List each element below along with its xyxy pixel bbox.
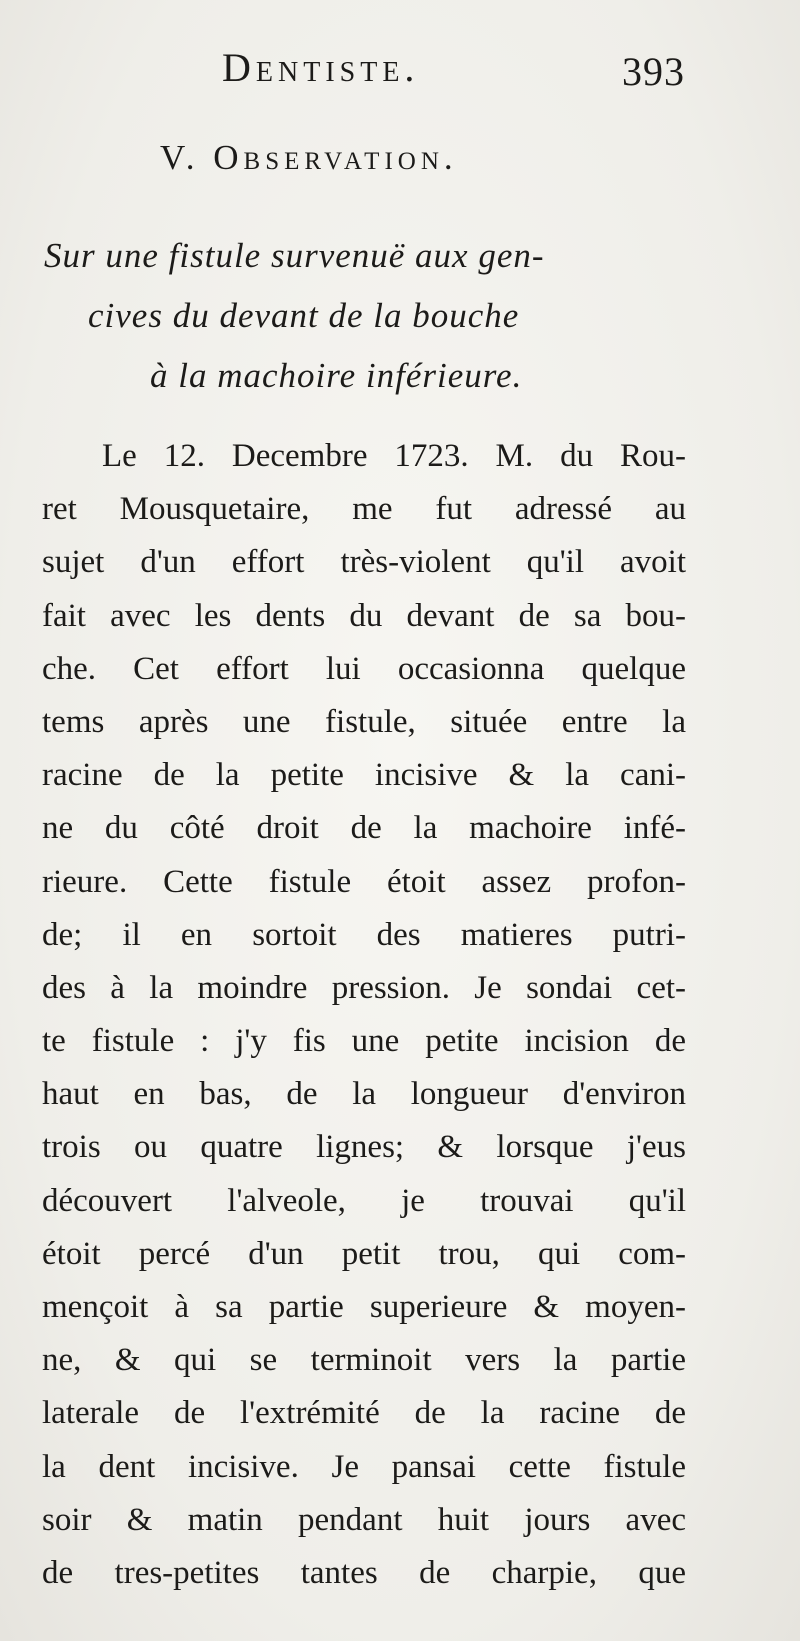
body-line: haut en bas, de la longueur d'environ xyxy=(42,1076,686,1113)
body-line: la dent incisive. Je pansai cette fistule xyxy=(42,1448,686,1485)
body-line: mençoit à sa partie superieure & moyen- xyxy=(42,1289,686,1325)
subtitle-line: Sur une fistule survenuë aux gen- xyxy=(44,236,545,275)
body-line: tems après une fistule, située entre la xyxy=(42,703,686,740)
page-number: 393 xyxy=(622,49,685,94)
section-title: V. Observation. xyxy=(160,138,458,177)
body-line: des à la moindre pression. Je sondai cet- xyxy=(42,969,686,1006)
body-line: rieure. Cette fistule étoit assez profon- xyxy=(42,863,686,900)
body-line: découvert l'alveole, je trouvai qu'il xyxy=(42,1182,686,1219)
running-head: Dentiste. xyxy=(222,45,420,90)
body-line: ret Mousquetaire, me fut adressé au xyxy=(42,491,686,528)
body-line: Le 12. Decembre 1723. M. du Rou- xyxy=(102,438,686,474)
body-line: sujet d'un effort très-violent qu'il avoit xyxy=(42,544,686,581)
body-line: ne, & qui se terminoit vers la partie xyxy=(42,1342,686,1379)
body-paragraph xyxy=(42,430,686,1600)
body-line: trois ou quatre lignes; & lorsque j'eus xyxy=(42,1129,686,1166)
body-line: de tres-petites tantes de charpie, que xyxy=(42,1554,686,1591)
body-line: ne du côté droit de la machoire infé- xyxy=(42,810,686,847)
body-line: fait avec les dents du devant de sa bou- xyxy=(42,597,686,634)
subtitle-line: cives du devant de la bouche xyxy=(88,296,520,335)
body-line: che. Cet effort lui occasionna quelque xyxy=(42,650,686,687)
body-line: étoit percé d'un petit trou, qui com- xyxy=(42,1235,686,1272)
body-line: de; il en sortoit des matieres putri- xyxy=(42,916,686,953)
observation-subtitle xyxy=(40,226,680,406)
subtitle-line: à la machoire inférieure. xyxy=(150,356,523,395)
body-line: racine de la petite incisive & la cani- xyxy=(42,757,686,794)
body-line: soir & matin pendant huit jours avec xyxy=(42,1501,686,1538)
body-line: te fistule : j'y fis une petite incision de xyxy=(42,1023,686,1060)
body-line: laterale de l'extrémité de la racine de xyxy=(42,1395,686,1432)
